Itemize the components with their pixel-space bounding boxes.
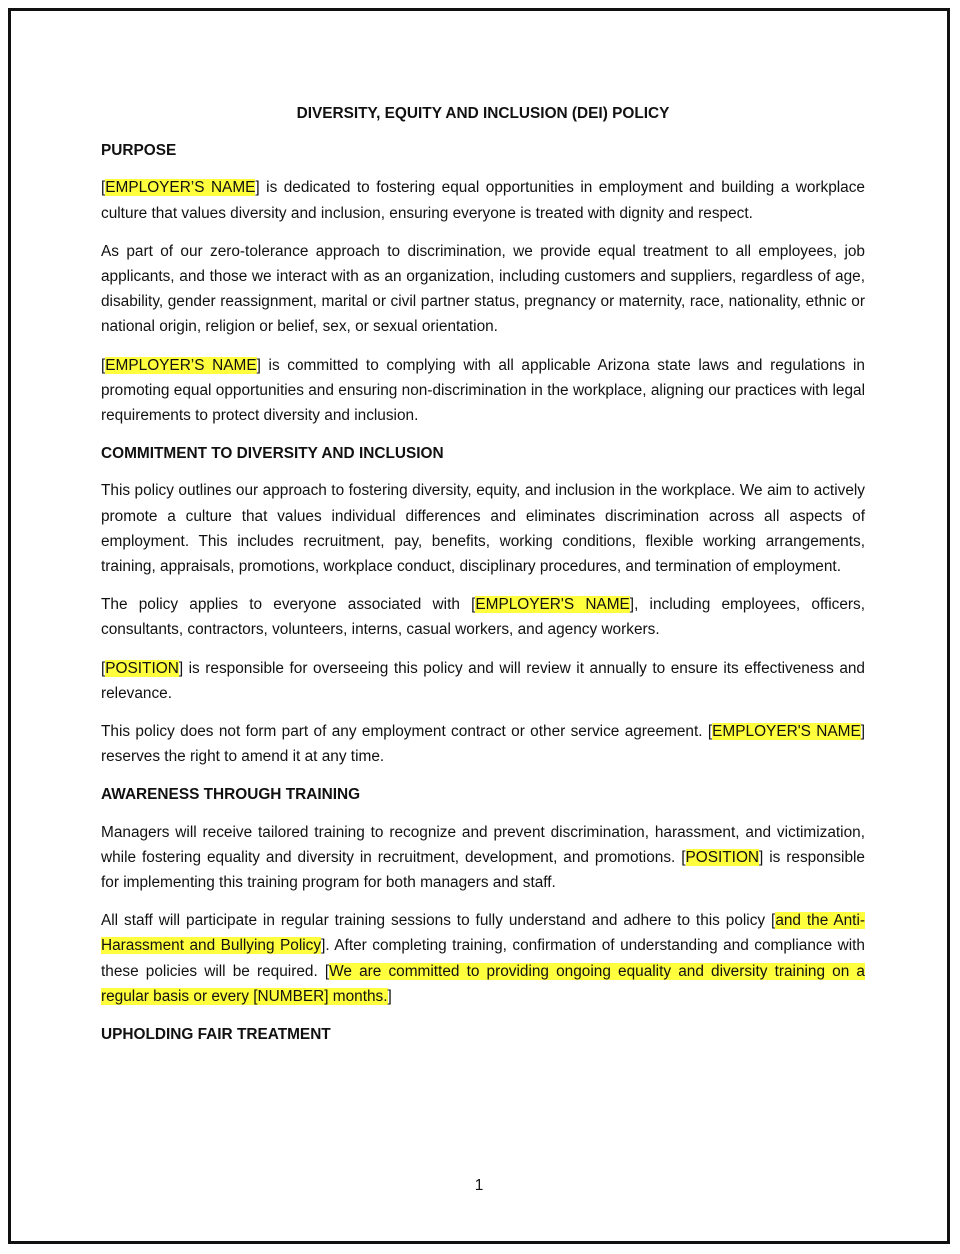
paragraph-text: [ [101,659,106,677]
paragraph [101,592,865,642]
paragraph-text: The policy applies to everyone associated with [ [101,596,476,614]
paragraph [101,719,865,769]
paragraph-text: ] is dedicated to fostering equal opportunities in employment and building a workplace culture that values diversity and inclusion, ensuring everyone is treated with dignity and respect. [101,179,865,222]
section-heading: AWARENESS THROUGH TRAINING [101,786,361,804]
paragraph [101,478,865,579]
paragraph [101,820,865,896]
paragraph [101,239,865,340]
paragraph-text: ] is committed to complying with all applicable Arizona state laws and regulations in promoting equal opportunities and ensuring non-discrimination in the workplace, aligning our practices with legal requirements to protect diversity and inclusion. [101,356,865,425]
paragraph-text: ] [387,987,392,1005]
document-page [8,8,950,1244]
paragraph-text: As part of our zero-tolerance approach to discrimination, we provide equal treatment to all employees, job applicants, and those we interact with as an organization, including customers and suppliers, regardless of age, disability, gender reassignment, marital or civil partner status, pregnancy or maternity, race, nationality, ethnic or national origin, religion or belief, sex, or sexual orientation. [101,242,865,336]
paragraph-text: This policy outlines our approach to fostering diversity, equity, and inclusion in the workplace. We aim to actively promote a culture that values individual differences and eliminates discrimination across all aspects of employment. This includes recruitment, pay, benefits, working conditions, flexible working arrangements, training, appraisals, promotions, workplace conduct, disciplinary procedures, and termination of employment. [101,482,865,576]
paragraph [101,656,865,706]
paragraph [101,353,865,429]
paragraph [101,908,865,1009]
paragraph-text: [ [101,356,106,374]
page-number: 1 [474,1177,484,1194]
section-heading: PURPOSE [101,142,177,160]
section-heading: UPHOLDING FAIR TREATMENT [101,1026,331,1044]
placeholder-highlight: EMPLOYER’S NAME [105,356,257,374]
section-heading: COMMITMENT TO DIVERSITY AND INCLUSION [101,445,444,463]
placeholder-highlight: POSITION [105,659,179,677]
placeholder-highlight: EMPLOYER’S NAME [105,179,256,197]
paragraph-text: All staff will participate in regular training sessions to fully understand and adhere to this policy [ [101,912,776,930]
paragraph-text: ] is responsible for implementing this training program for both managers and staff. [101,848,865,892]
document-title: DIVERSITY, EQUITY AND INCLUSION (DEI) POLICY [296,105,670,122]
paragraph-text: Managers will receive tailored training to recognize and prevent discrimination, harassment, and victimization, while fostering equality and diversity in recruitment, development, and promotions. [ [101,823,865,866]
paragraph [101,175,865,225]
paragraph-text: This policy does not form part of any employment contract or other service agreement. [ [101,723,713,741]
placeholder-highlight: EMPLOYER'S NAME [712,723,861,741]
placeholder-highlight: EMPLOYER'S NAME [475,596,630,614]
placeholder-highlight: We are committed to providing ongoing equality and diversity training on a regular basis or every [NUMBER] months. [101,962,865,1005]
paragraph-text: ]. After completing training, confirmation of understanding and compliance with these policies will be required. [ [101,937,865,980]
paragraph-text: ] is responsible for overseeing this policy and will review it annually to ensure its effectiveness and relevance. [101,659,865,702]
paragraph-text: ] reserves the right to amend it at any time. [101,723,865,766]
paragraph-text: ], including employees, officers, consultants, contractors, volunteers, interns, casual workers, and agency workers. [101,596,865,639]
document-body [101,101,865,1059]
placeholder-highlight: POSITION [685,848,760,866]
paragraph-text: [ [101,179,106,197]
placeholder-highlight: and the Anti-Harassment and Bullying Policy [101,912,865,955]
